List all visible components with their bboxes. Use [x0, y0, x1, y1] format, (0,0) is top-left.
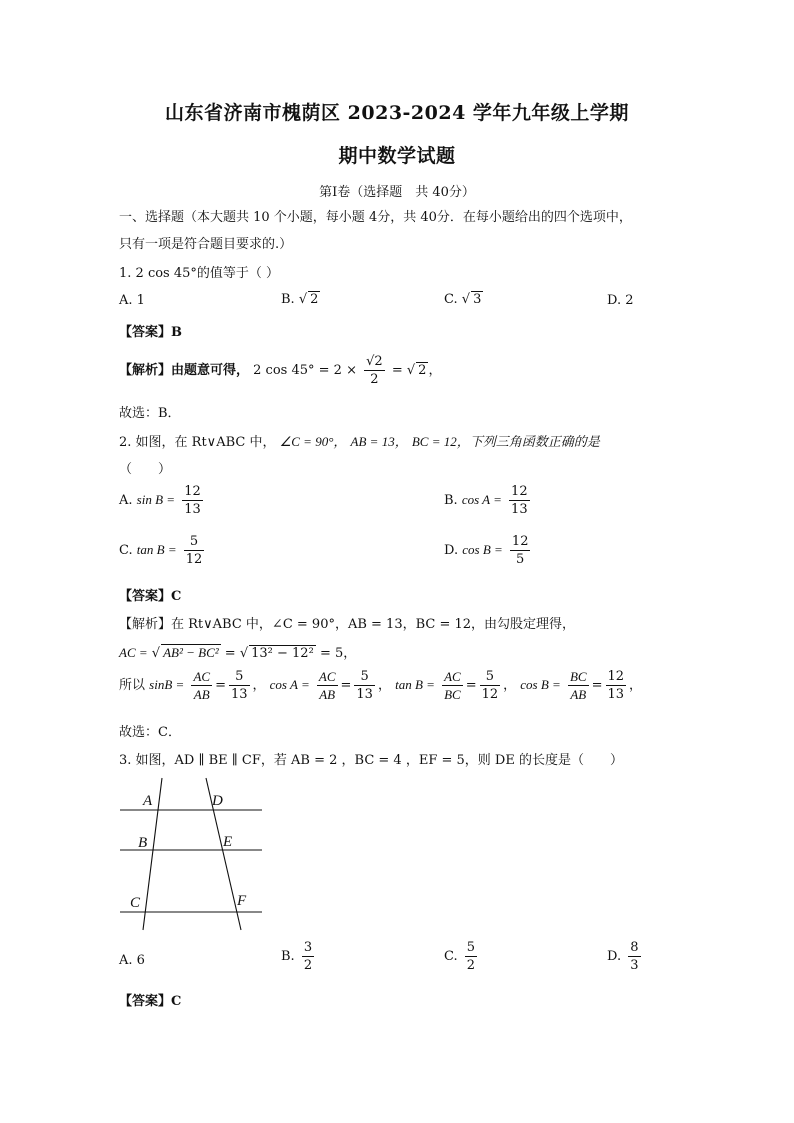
q2-conclusion: 故选：C．	[119, 725, 181, 740]
q3-stem: 3. 如图，AD ∥ BE ∥ CF，若 AB = 2 ，BC = 4 ，EF = 5，则 DE 的长度是（ ）	[119, 753, 623, 768]
q2-analysis-line2: AC = √ AB² − BC² = √ 13² − 12² = 5，	[119, 645, 357, 661]
q3-answer: 【答案】C	[119, 994, 182, 1009]
point-label-a: A	[143, 793, 153, 809]
q2-analysis-line1: 【解析】在 Rt∨ABC 中，∠C = 90°，AB = 13，BC = 12，由勾股定理得，	[119, 617, 576, 632]
point-label-e: E	[223, 834, 233, 850]
q3-option-b: B. $\frac{3}{2}$	[281, 940, 313, 973]
q1-option-b: B. √ 2	[281, 292, 319, 307]
q2-option-c: C. tan B = $\frac{5}{12}$	[119, 534, 203, 567]
q3-figure	[110, 772, 280, 934]
q1-option-a: A. 1	[119, 293, 145, 308]
q2-option-a: A. sin B = $\frac{12}{13}$	[119, 484, 201, 517]
q3-option-a: A. 6	[119, 953, 145, 968]
page-subtitle: 期中数学试题	[338, 145, 456, 167]
section-intro-line1: 一、选择题（本大题共 10 个小题，每小题 4分，共 40分．在每小题给出的四个选项中，	[119, 210, 632, 225]
q2-option-d: D. cos B = $\frac{12}{5}$	[444, 534, 529, 567]
q3-option-d: D. $\frac{8}{3}$	[607, 940, 639, 973]
q2-option-b: B. cos A = $\frac{12}{13}$	[444, 484, 528, 517]
q1-option-c: C. √ 3	[444, 292, 482, 307]
q1-conclusion: 故选：B．	[119, 406, 181, 421]
q2-answer: 【答案】C	[119, 589, 182, 604]
q1-stem: 1. 2 cos 45°的值等于（ ）	[119, 266, 280, 281]
q1-option-d: D. 2	[607, 293, 634, 308]
point-label-c: C	[130, 895, 141, 911]
q2-stem: 2. 如图，在 Rt∨ABC 中， ∠C = 90°， AB = 13， BC = 12，下列三角函数正确的是	[119, 434, 600, 450]
q1-answer: 【答案】B	[119, 325, 182, 340]
q2-analysis-line3: 所以 sinB = $\frac{AC}{AB}$ = $\frac{5}{13}$ ， cos A = $\frac{AC}{AB}$ = $\frac{5}{13}$ ， tan B = $\frac{AC}{BC}$ = $\frac{5}{12}$ ， cos B = $\frac{BC}{AB}$ = $\frac{12}{13}$ ，	[119, 669, 643, 702]
page-title: 山东省济南市槐荫区 2023-2024 学年九年级上学期	[165, 102, 629, 124]
q2-stem-paren: （ ）	[119, 462, 172, 477]
point-label-b: B	[138, 835, 148, 851]
q1-analysis-fraction: $\frac{√2}{2}$	[366, 354, 383, 387]
q3-option-c: C. $\frac{5}{2}$	[444, 940, 476, 973]
volume-heading: 第Ⅰ卷（选择题 共 40分）	[319, 185, 475, 200]
point-label-f: F	[237, 893, 247, 909]
point-label-d: D	[212, 793, 223, 809]
q1-analysis: 【解析】由题意可得， 2 cos 45° = 2 × $\frac{√2}{2}$ = √ 2 ，	[119, 354, 442, 387]
section-intro-line2: 只有一项是符合题目要求的.）	[119, 237, 293, 252]
